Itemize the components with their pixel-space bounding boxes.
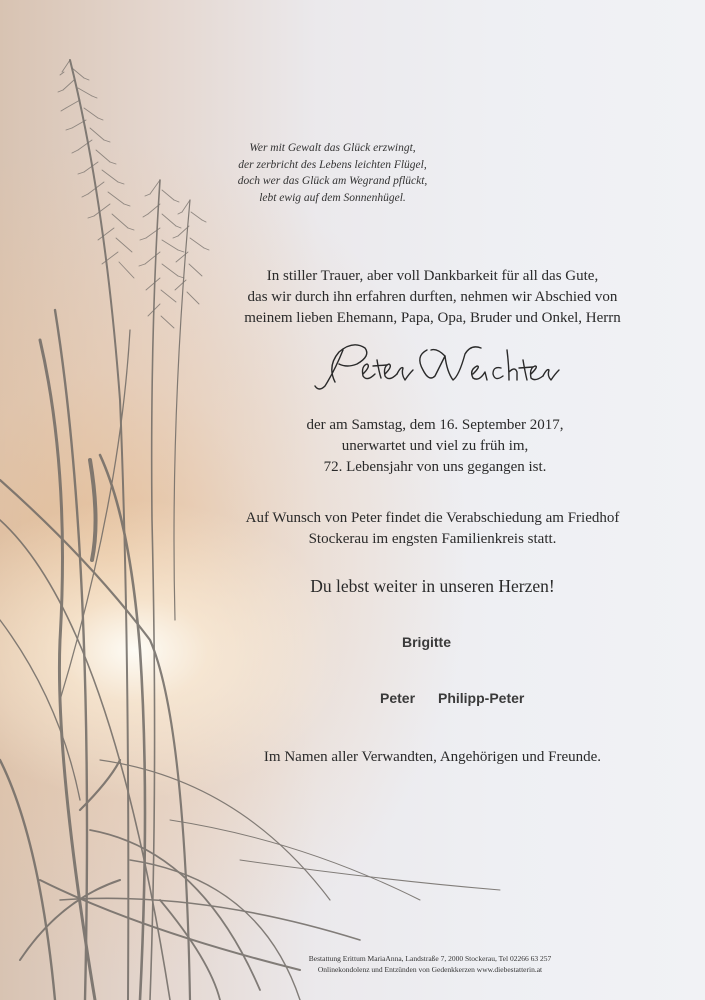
mourner-name: Peter — [380, 690, 416, 706]
death-notice-line: 72. Lebensjahr von uns gegangen ist. — [323, 459, 547, 475]
death-notice — [280, 415, 590, 478]
poem-line: Wer mit Gewalt das Glück erzwingt, — [249, 142, 416, 154]
death-notice-line: unerwartet und viel zu früh im, — [341, 438, 529, 454]
intro-text — [200, 266, 665, 329]
funeral-home-footer — [230, 953, 630, 975]
relatives-line: Im Namen aller Verwandten, Angehörigen und Freunde. — [263, 749, 602, 765]
death-notice-line: der am Samstag, dem 16. September 2017, — [306, 417, 564, 433]
intro-line: In stiller Trauer, aber voll Dankbarkeit für all das Gute, — [266, 268, 599, 284]
deceased-name-signature — [305, 336, 565, 396]
mourner-name: Philipp-Peter — [438, 690, 525, 706]
poem — [195, 140, 470, 206]
footer-website: Onlinekondolenz und Entzünden von Gedenkkerzen www.diebestatterin.at — [317, 965, 543, 974]
intro-line: das wir durch ihn erfahren durften, nehmen wir Abschied von — [247, 289, 618, 305]
intro-line: meinem lieben Ehemann, Papa, Opa, Bruder und Onkel, Herrn — [244, 310, 621, 326]
footer-address: Bestattung Erittum MariaAnna, Landstraße 7, 2000 Stockerau, Tel 02266 63 257 — [308, 954, 552, 963]
ceremony-line: Stockerau im engsten Familienkreis statt. — [308, 531, 557, 547]
mourner-name: Brigitte — [402, 634, 451, 650]
farewell-line: Du lebst weiter in unseren Herzen! — [310, 576, 555, 596]
ceremony-info — [200, 508, 665, 550]
poem-line: lebt ewig auf dem Sonnenhügel. — [259, 191, 406, 204]
poem-line: der zerbricht des Lebens leichten Flügel, — [238, 158, 427, 171]
deceased-name-text: Peter Wachter — [305, 336, 311, 337]
ceremony-line: Auf Wunsch von Peter findet die Verabschiedung am Friedhof — [245, 510, 620, 526]
poem-line: doch wer das Glück am Wegrand pflückt, — [237, 175, 428, 187]
